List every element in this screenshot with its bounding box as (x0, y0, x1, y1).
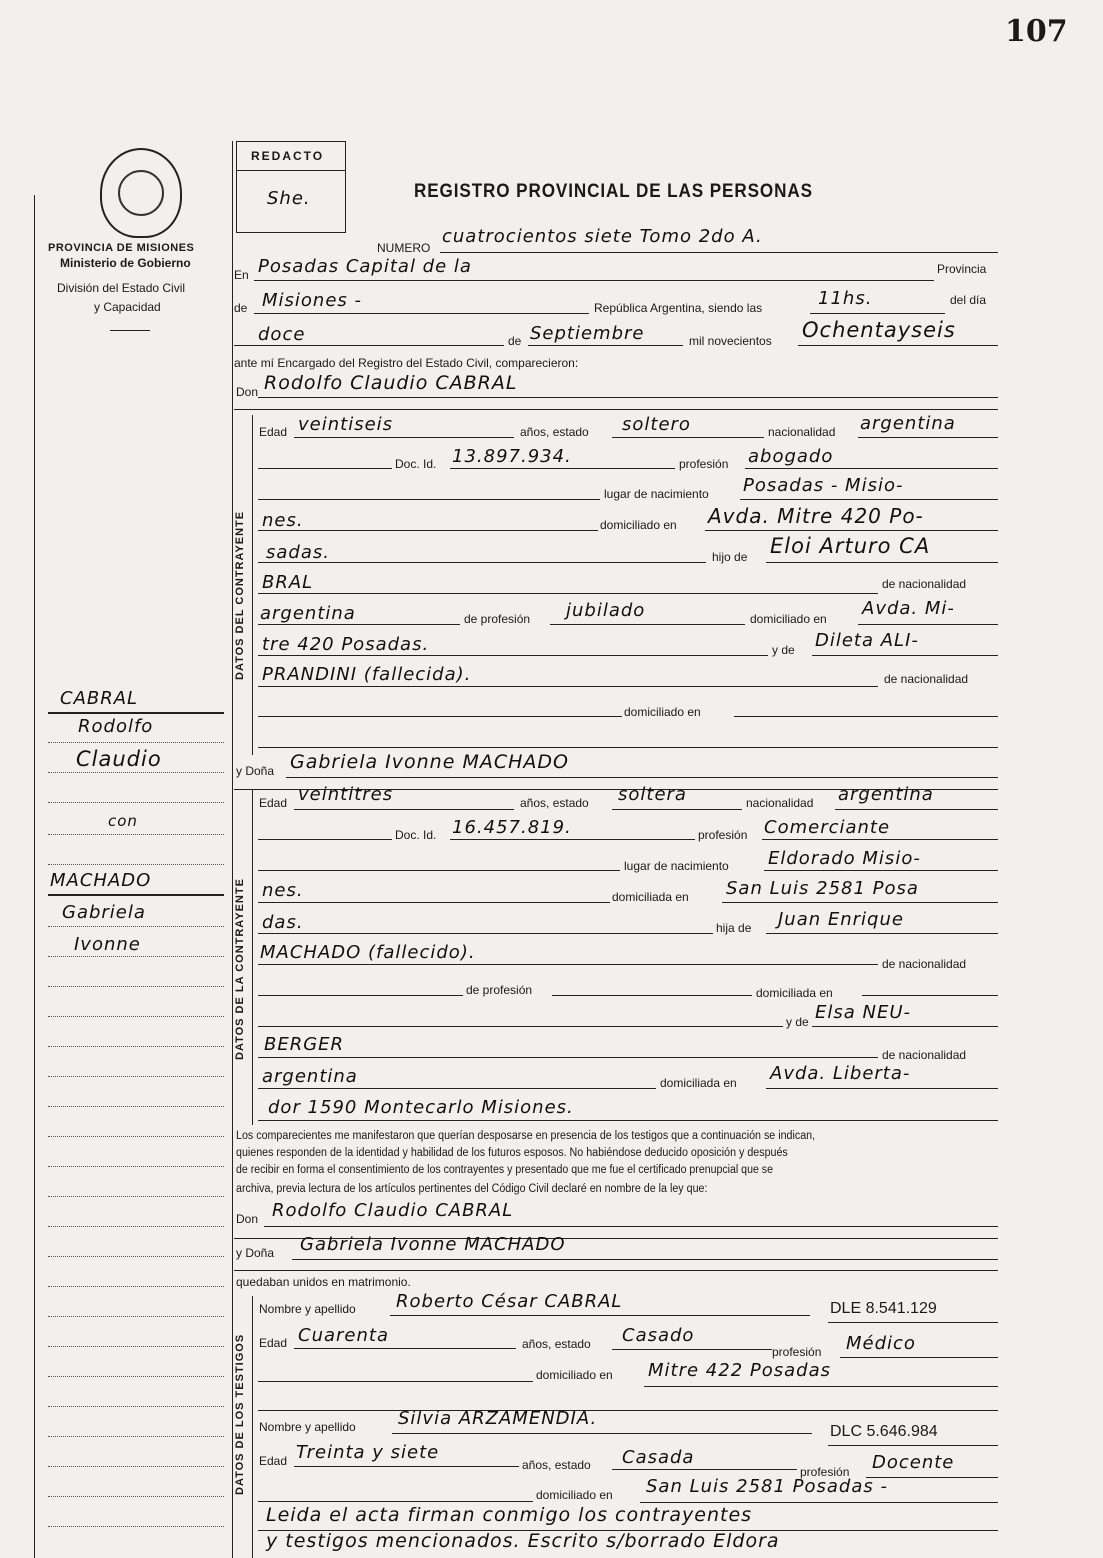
groom-prof-label: profesión (679, 457, 729, 471)
bride-padre-value-2: MACHADO (fallecido). (260, 942, 476, 963)
groom-edad-label: Edad (259, 425, 288, 439)
t1-dom-label: domiciliado en (536, 1368, 613, 1382)
page-number: 107 (1005, 14, 1068, 49)
bride-madre-dom-value-2: dor 1590 Montecarlo Misiones. (268, 1097, 574, 1118)
bride-lugar-value-2: nes. (262, 880, 304, 901)
bride-padre-value: Juan Enrique (778, 909, 904, 930)
dia-value: doce (258, 324, 306, 345)
groom-lugar-value-2: nes. (262, 510, 304, 531)
groom-nac-value: argentina (860, 413, 956, 434)
bride-lugar-label: lugar de nacimiento (624, 859, 729, 873)
bride-madre-value: Elsa NEU- (815, 1002, 912, 1023)
ministry-label: Ministerio de Gobierno (60, 256, 191, 270)
t1-estado-value: Casado (622, 1325, 695, 1346)
decl-don-label: Don (236, 1212, 259, 1226)
bride-lugar-value: Eldorado Misio- (768, 848, 921, 869)
groom-hijo-label: hijo de (712, 550, 748, 564)
hora-value: 11hs. (818, 288, 873, 309)
side-label-bride: DATOS DE LA CONTRAYENTE (234, 878, 246, 1060)
groom-estado-label: años, estado (520, 425, 589, 439)
del-dia-label: del día (950, 293, 987, 307)
margin-note-cabral: CABRAL (60, 688, 139, 709)
body-text-4: archiva, previa lectura de los artículos pertinentes del Código Civil declaré en nombre de la ley que: (236, 1183, 708, 1195)
bride-prof-value: Comerciante (764, 817, 891, 838)
dona-label: y Doña (236, 764, 275, 778)
groom-madre-nac-label: de nacionalidad (884, 672, 969, 686)
groom-nac-label: nacionalidad (768, 425, 836, 439)
mil-label: mil novecientos (689, 334, 772, 348)
closing-line-1: Leida el acta firman conmigo los contrayentes (266, 1504, 753, 1526)
division-label-2: y Capacidad (94, 300, 161, 314)
groom-padre-value-2: BRAL (262, 572, 314, 593)
groom-estado-value: soltero (622, 414, 691, 435)
month-de-label: de (508, 334, 522, 348)
groom-edad-value: veintiseis (298, 414, 394, 435)
body-text-2: quienes responden de la identidad y habilidad de los futuros esposos. No habiéndose deducido oposición y después (236, 1147, 788, 1159)
groom-padre-dom-value-2: tre 420 Posadas. (262, 634, 430, 655)
bride-doc-value: 16.457.819. (452, 817, 572, 838)
bride-estado-label: años, estado (520, 796, 589, 810)
t2-prof-value: Docente (872, 1452, 955, 1473)
margin-note-ivonne: Ivonne (74, 934, 141, 955)
coat-of-arms-seal (100, 148, 182, 238)
de-label: de (234, 301, 248, 315)
t1-dom-value: Mitre 422 Posadas (648, 1360, 831, 1381)
t1-prof-label: profesión (772, 1345, 822, 1359)
groom-madre-dom-label: domiciliado en (624, 705, 701, 719)
groom-padre-dom-label: domiciliado en (750, 612, 827, 626)
bride-madre-dom-value: Avda. Liberta- (770, 1063, 911, 1084)
bride-dom-value-2: das. (262, 912, 304, 933)
groom-madre-value: Dileta ALI- (815, 630, 919, 651)
side-label-groom: DATOS DEL CONTRAYENTE (234, 510, 246, 680)
groom-padre-dom-value: Avda. Mi- (862, 598, 955, 619)
quedaban-text: quedaban unidos en matrimonio. (236, 1275, 411, 1289)
mes-value: Septiembre (530, 323, 645, 344)
margin-note-gabriela: Gabriela (62, 902, 146, 923)
redacto-label: REDACTO (251, 149, 325, 163)
groom-padre-nac-label: de nacionalidad (882, 577, 967, 591)
bride-madre-dom-label: domiciliada en (660, 1076, 737, 1090)
republica-label: República Argentina, siendo las (594, 301, 763, 315)
bride-madre-value-2: BERGER (264, 1034, 345, 1055)
bride-padre-prof-label: de profesión (466, 983, 533, 997)
provincia-label: Provincia (937, 262, 987, 276)
bride-edad-value: veintitres (298, 784, 394, 805)
t2-doc-value: DLC 5.646.984 (830, 1423, 938, 1440)
bride-edad-label: Edad (259, 796, 288, 810)
t1-nombre-label: Nombre y apellido (259, 1302, 356, 1316)
groom-padre-prof-value: jubilado (566, 600, 646, 621)
t2-nombre-label: Nombre y apellido (259, 1420, 356, 1434)
bride-doc-label: Doc. Id. (395, 828, 437, 842)
t1-doc-value: DLE 8.541.129 (830, 1300, 937, 1317)
bride-padre-nac-label: de nacionalidad (882, 957, 967, 971)
redacto-stamp (236, 141, 346, 233)
bride-madre-nac-label: de nacionalidad (882, 1048, 967, 1062)
bride-padre-dom-label: domiciliada en (756, 986, 833, 1000)
margin-note-rodolfo: Rodolfo (78, 716, 154, 737)
t2-estado-value: Casada (622, 1447, 695, 1468)
groom-lugar-value: Posadas - Misio- (743, 475, 904, 496)
de-value: Misiones - (262, 290, 362, 311)
division-label-1: División del Estado Civil (57, 281, 186, 295)
body-text-1: Los comparecientes me manifestaron que querían desposarse en presencia de los testigos que a continuación se indican, (236, 1130, 816, 1142)
decl-don-value: Rodolfo Claudio CABRAL (272, 1200, 514, 1221)
redacto-initials: She. (267, 188, 311, 209)
bride-nac-value: argentina (838, 784, 934, 805)
en-label: En (234, 268, 249, 282)
t2-edad-value: Treinta y siete (296, 1442, 440, 1463)
t1-prof-value: Médico (846, 1333, 916, 1354)
bride-prof-label: profesión (698, 828, 748, 842)
t1-nombre-value: Roberto César CABRAL (396, 1291, 623, 1312)
groom-prof-value: abogado (748, 446, 834, 467)
decl-dona-label: y Doña (236, 1246, 275, 1260)
groom-dom-label: domiciliado en (600, 518, 677, 532)
t1-estado-label: años, estado (522, 1337, 591, 1351)
bride-y-de-label: y de (786, 1015, 809, 1029)
t2-dom-value: San Luis 2581 Posadas - (646, 1476, 888, 1497)
t2-prof-label: profesión (800, 1465, 850, 1479)
groom-padre-nac-value: argentina (260, 603, 356, 624)
decl-dona-value: Gabriela Ivonne MACHADO (300, 1234, 566, 1255)
bride-madre-nac-value: argentina (262, 1066, 358, 1087)
margin-note-machado: MACHADO (50, 870, 152, 891)
closing-line-2: y testigos mencionados. Escrito s/borrado Eldora (266, 1530, 780, 1552)
groom-name: Rodolfo Claudio CABRAL (264, 372, 518, 394)
bride-estado-value: soltera (618, 784, 687, 805)
groom-dom-value: Avda. Mitre 420 Po- (708, 504, 924, 528)
bride-dom-value: San Luis 2581 Posa (726, 878, 919, 899)
don-label: Don (236, 385, 259, 399)
t2-nombre-value: Silvia ARZAMENDIA. (398, 1408, 598, 1429)
bride-name: Gabriela Ivonne MACHADO (290, 751, 569, 773)
groom-y-de-label: y de (772, 643, 795, 657)
t2-dom-label: domiciliado en (536, 1488, 613, 1502)
province-label: PROVINCIA DE MISIONES (48, 242, 195, 254)
bride-dom-label: domiciliada en (612, 890, 689, 904)
t1-edad-value: Cuarenta (298, 1325, 389, 1346)
t2-estado-label: años, estado (522, 1458, 591, 1472)
bride-hija-label: hija de (716, 921, 752, 935)
groom-doc-value: 13.897.934. (452, 446, 572, 467)
numero-label: NUMERO (377, 241, 431, 255)
anio-value: Ochentayseis (802, 318, 956, 342)
ante-text: ante mí Encargado del Registro del Estado Civil, comparecieron: (234, 356, 579, 370)
groom-lugar-label: lugar de nacimiento (604, 487, 709, 501)
t2-edad-label: Edad (259, 1454, 288, 1468)
en-value: Posadas Capital de la (258, 256, 472, 277)
groom-madre-value-2: PRANDINI (fallecida). (262, 664, 472, 685)
bride-nac-label: nacionalidad (746, 796, 814, 810)
groom-dom-value-2: sadas. (266, 542, 330, 563)
groom-doc-label: Doc. Id. (395, 457, 437, 471)
margin-note-claudio: Claudio (76, 747, 162, 771)
margin-note-con: con (108, 812, 138, 830)
t1-edad-label: Edad (259, 1336, 288, 1350)
document-title: REGISTRO PROVINCIAL DE LAS PERSONAS (414, 181, 813, 202)
body-text-3: de recibir en forma el consentimiento de los contrayentes y presentado que me fue el certificado prenupcial que se (236, 1164, 773, 1176)
groom-padre-value: Eloi Arturo CA (770, 534, 931, 558)
groom-padre-prof-label: de profesión (464, 612, 531, 626)
side-label-witnesses: DATOS DE LOS TESTIGOS (234, 1333, 246, 1495)
numero-value: cuatrocientos siete Tomo 2do A. (442, 226, 763, 247)
